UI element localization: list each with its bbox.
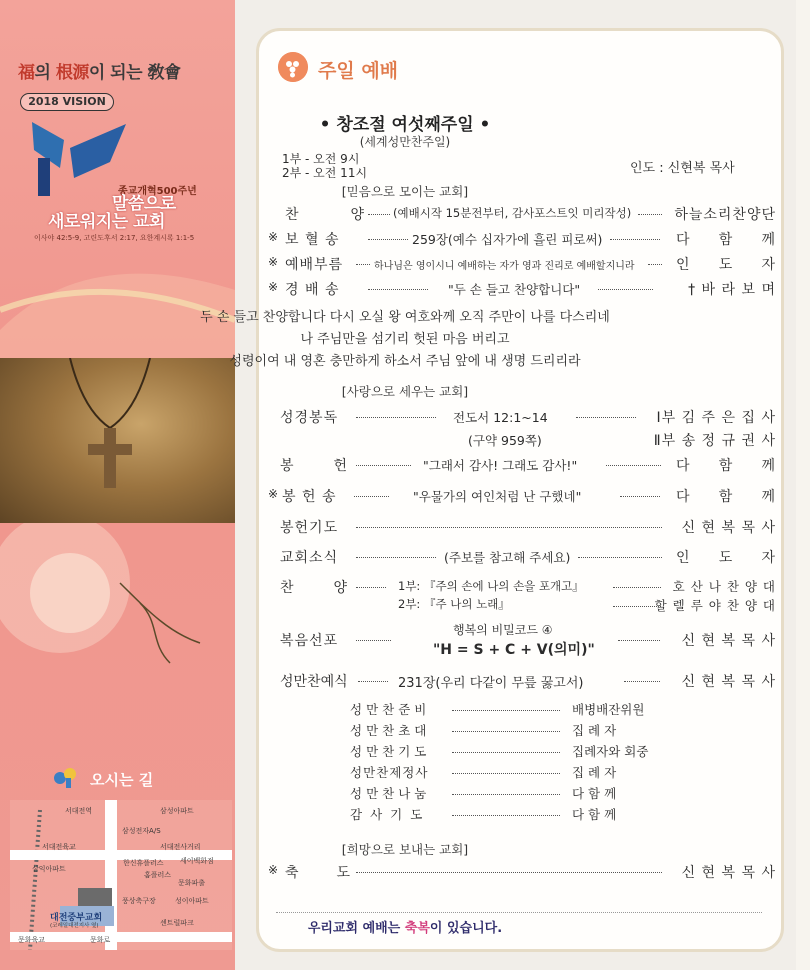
order-name: 성만찬예식 (280, 674, 348, 690)
leader-dots (452, 710, 560, 711)
communion-step (350, 784, 660, 802)
order-row-offering (268, 455, 776, 477)
section-title: 주일 예배 (318, 60, 399, 82)
order-person: 호 산 나 찬 양 대 (672, 579, 776, 594)
page-title: • 창조절 여섯째주일 • (319, 115, 491, 135)
step-name: 성만찬나눔 (350, 786, 431, 801)
step-name: 성만찬초대 (350, 723, 431, 738)
order-person: 신 현 복 목 사 (681, 674, 776, 690)
communion-step (350, 721, 660, 739)
order-row-praise (268, 204, 776, 226)
map-label: 센트럴파크 (160, 919, 194, 927)
map-label: 삼익아파트 (32, 865, 66, 873)
map-label: 서대전역 (65, 807, 93, 815)
order-desc: "그래서 감사! 그래도 감사!" (423, 458, 578, 473)
order-desc: (예배시작 15분전부터, 감사포스트잇 미리작성) (393, 206, 632, 220)
map-label: (코레일대전지사 옆) (50, 923, 99, 929)
order-row-choir (268, 577, 776, 617)
leader-dots (606, 465, 661, 466)
order-name: 축 도 (285, 865, 351, 881)
order-desc: 1부: 『주의 손에 나의 손을 포개고』 (398, 579, 584, 593)
service-time-1: 1부 - 오전 9시 (282, 152, 360, 166)
leader-dots (356, 557, 436, 558)
leader-dots (356, 587, 386, 588)
map-label: 삼성아파트 (160, 807, 194, 815)
order-name: 찬 양 (280, 580, 348, 596)
order-desc: 하나님은 영이시니 예배하는 자가 영과 진리로 예배할지니라 (374, 261, 635, 272)
map-label: 문화로 (90, 936, 111, 944)
step-name: 성만찬준비 (350, 702, 431, 717)
map-label: 삼성전자A/S (122, 827, 161, 835)
map-label: 한신휴플러스 (123, 859, 164, 867)
leader-dots (576, 417, 636, 418)
order-desc: 전도서 12:1~14 (453, 410, 548, 425)
location-icon (52, 766, 78, 790)
leader-dots (598, 289, 653, 290)
order-person: 다 함 께 (676, 458, 776, 474)
leader-dots (354, 496, 389, 497)
step-person: 집 례 자 (572, 723, 617, 738)
vision-main-text (48, 194, 176, 232)
map-label: 홈플러스 (144, 871, 172, 879)
order-name: 성경봉독 (280, 410, 339, 426)
order-desc: (주보를 참고해 주세요) (444, 550, 571, 565)
vision-badge: 2018 VISION (20, 93, 114, 111)
order-name: 봉 헌 (280, 458, 348, 474)
leader-dots (356, 264, 370, 265)
vision-line-1: 말씀으로 (112, 194, 176, 214)
step-person: 배병배잔위원 (572, 702, 645, 717)
footer-divider (276, 912, 762, 913)
order-person: 하늘소리찬양단 (674, 207, 776, 223)
communion-step (350, 805, 660, 823)
leader-dots (648, 264, 662, 265)
order-person-2: 할 렐 루 야 찬 양 대 (654, 598, 776, 613)
leader-dots (452, 815, 560, 816)
communion-step (350, 742, 660, 760)
leader-dots (358, 681, 388, 682)
stand-mark: ※ (268, 280, 279, 294)
order-person: 신 현 복 목 사 (681, 520, 776, 536)
service-time-2: 2부 - 오전 11시 (282, 166, 368, 180)
map-label: 세이백화점 (180, 857, 214, 865)
step-person: 집례자와 회중 (572, 744, 649, 759)
step-name: 성만찬제정사 (350, 765, 429, 780)
order-row-blood-song (268, 229, 776, 251)
vision-verse: 이사야 42:5-9, 고린도후서 2:17, 요한계시록 1:1-5 (34, 234, 195, 242)
worship-leader: 인도 : 신현복 목사 (630, 161, 735, 176)
order-person: Ⅰ부 김 주 은 집 사 (656, 410, 776, 426)
leader-dots (618, 640, 660, 641)
order-person: 다 함 께 (676, 489, 776, 505)
map-label: 풍상축구장 (122, 897, 156, 905)
order-name: 복음선포 (280, 633, 339, 649)
leader-dots (356, 640, 391, 641)
leader-dots (613, 587, 661, 588)
order-row-communion (268, 671, 776, 693)
church-slogan: 福의 根源이 되는 敎會 (18, 63, 181, 83)
leader-dots (368, 239, 408, 240)
footer-message: 우리교회 예배는 축복이 있습니다. (307, 921, 503, 936)
order-name: 예배부름 (285, 257, 344, 273)
map-label: 서대전육교 (42, 843, 76, 851)
grapes-icon (278, 52, 308, 82)
order-row-announcements (268, 547, 776, 569)
map-label: 문화육교 (18, 936, 46, 944)
vision-subtitle: 종교개혁500주년 (118, 186, 197, 197)
order-name: 교회소식 (280, 550, 339, 566)
stand-mark: ※ (268, 863, 279, 877)
order-person: 인 도 자 (676, 257, 776, 273)
order-name: 봉헌기도 (280, 520, 339, 536)
leader-dots (356, 417, 436, 418)
order-row-adoration-song (268, 279, 776, 301)
page-subtitle: (세계성만찬주일) (359, 135, 451, 149)
section-heading-1: [믿음으로 모이는 교회] (341, 184, 469, 199)
order-row-call-to-worship (268, 254, 776, 276)
map-label: 문화파출 (178, 879, 206, 887)
order-name: 봉 헌 송 (282, 489, 337, 505)
order-row-sermon (268, 620, 776, 660)
order-person: 인 도 자 (676, 550, 776, 566)
order-row-scripture (268, 407, 776, 449)
map-label: 성이아파트 (175, 897, 209, 905)
sermon-title: "H = S + C + V(의미)" (433, 642, 595, 658)
communion-step (350, 763, 660, 781)
order-row-benediction (268, 862, 776, 884)
order-name: 보 혈 송 (285, 232, 340, 248)
lyric-line-1: 두 손 들고 찬양합니다 다시 오실 왕 여호와께 오직 주만이 나를 다스리네 (200, 310, 610, 325)
map-label: 서대전사거리 (160, 843, 201, 851)
order-desc-2: (구약 959쪽) (468, 433, 542, 448)
order-desc: 행복의 비밀코드 ④ (453, 623, 553, 637)
leader-dots (578, 557, 662, 558)
step-person: 다 함 께 (572, 786, 617, 801)
order-desc: 231장(우리 다같이 무릎 꿇고서) (398, 676, 584, 691)
vision-line-2: 새로워지는 교회 (48, 212, 165, 232)
leader-dots (620, 496, 660, 497)
leader-dots (452, 752, 560, 753)
leader-dots (624, 681, 660, 682)
decorative-flower (0, 523, 235, 753)
lyric-line-3: 성령이여 내 영혼 충만하게 하소서 주님 앞에 내 생명 드리리라 (229, 354, 581, 369)
order-row-offering-prayer (268, 517, 776, 539)
directions-title: 오시는 길 (90, 771, 154, 789)
communion-step (350, 700, 660, 718)
order-desc-2: 2부: 『주 나의 노래』 (398, 597, 510, 611)
order-desc: "두 손 들고 찬양합니다" (448, 282, 581, 297)
order-name: 경 배 송 (285, 282, 340, 298)
leader-dots (638, 214, 662, 215)
lyric-line-2: 나 주님만을 섬기리 헛된 마음 버리고 (300, 332, 510, 347)
step-person: 집 례 자 (572, 765, 617, 780)
order-desc: 259장(예수 십자가에 흘린 피로써) (412, 232, 603, 247)
order-person-2: Ⅱ부 송 정 규 권 사 (653, 433, 776, 449)
order-person: 신 현 복 목 사 (681, 865, 776, 881)
order-person: † 바 라 보 며 (688, 282, 776, 298)
order-desc: "우물가의 여인처럼 난 구했네" (413, 489, 582, 504)
leader-dots (368, 289, 428, 290)
stand-mark: ※ (268, 230, 279, 244)
leader-dots (452, 731, 560, 732)
leader-dots (452, 794, 560, 795)
church-map-label: 대전중부교회 (50, 913, 103, 923)
step-name: 성만찬기도 (350, 744, 431, 759)
leader-dots (368, 214, 390, 215)
step-name: 감사기도 (350, 807, 431, 822)
section-heading-3: [희망으로 보내는 교회] (341, 842, 469, 857)
order-name: 찬 양 (285, 207, 365, 223)
stand-mark: ※ (268, 487, 279, 501)
stand-mark: ※ (268, 255, 279, 269)
leader-dots (610, 239, 660, 240)
section-heading-2: [사랑으로 세우는 교회] (341, 384, 469, 399)
leader-dots (356, 465, 411, 466)
leader-dots (356, 527, 662, 528)
step-person: 다 함 께 (572, 807, 617, 822)
order-person: 신 현 복 목 사 (681, 633, 776, 649)
leader-dots (452, 773, 560, 774)
order-row-offering-song (268, 486, 776, 508)
leader-dots (356, 872, 662, 873)
order-person: 다 함 께 (676, 232, 776, 248)
